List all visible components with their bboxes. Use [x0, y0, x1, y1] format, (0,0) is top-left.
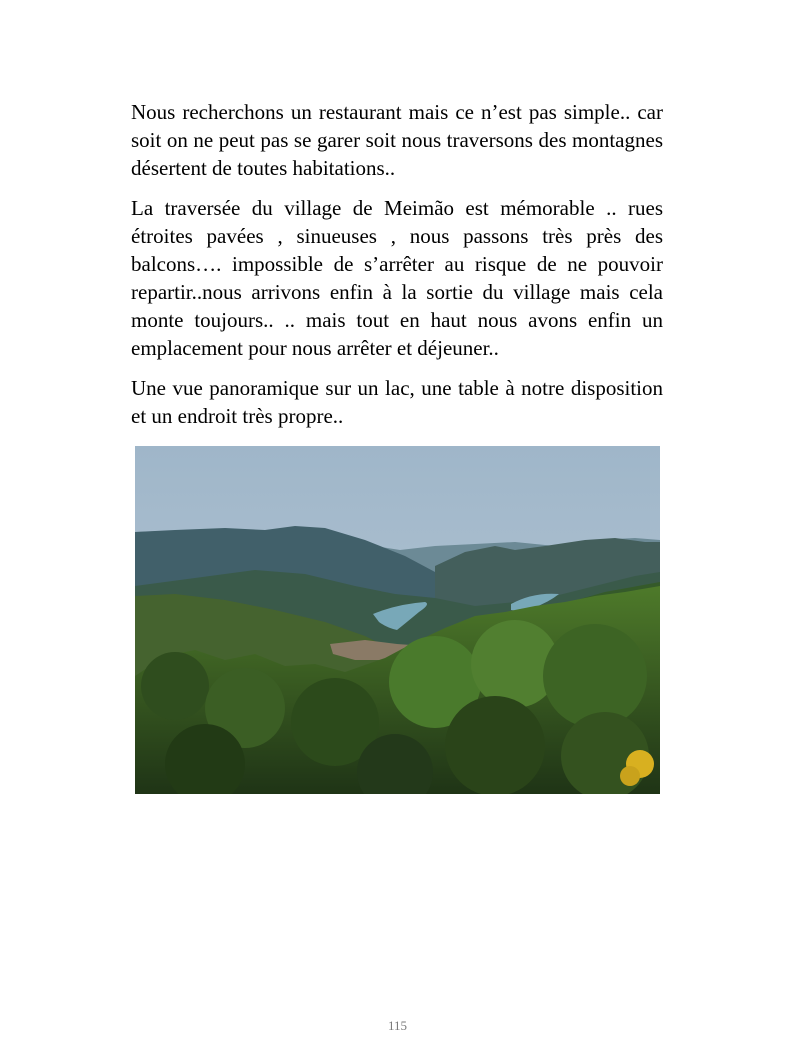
page-number: 115: [387, 1018, 408, 1033]
paragraph-restaurant-search: Nous recherchons un restaurant mais ce n’est pas simple.. car soit on ne peut pas se garer soit nous traversons des montagnes désertent de toutes habitations..: [131, 100, 663, 180]
lake-landscape-photo: [135, 446, 660, 794]
paragraph-panoramic-view: Une vue panoramique sur un lac, une table à notre disposition et un endroit très propre..: [131, 376, 663, 428]
paragraph-meimao-village: La traversée du village de Meimão est mémorable .. rues étroites pavées , sinueuses , nous passons très près des balcons…. impossible de s’arrêter au risque de ne pouvoir repartir..nous arrivons enfin à la sortie du village mais cela monte toujours.. .. mais tout en haut nous avons enfin un emplacement pour nous arrêter et déjeuner..: [131, 196, 663, 360]
body-text: [131, 98, 663, 442]
